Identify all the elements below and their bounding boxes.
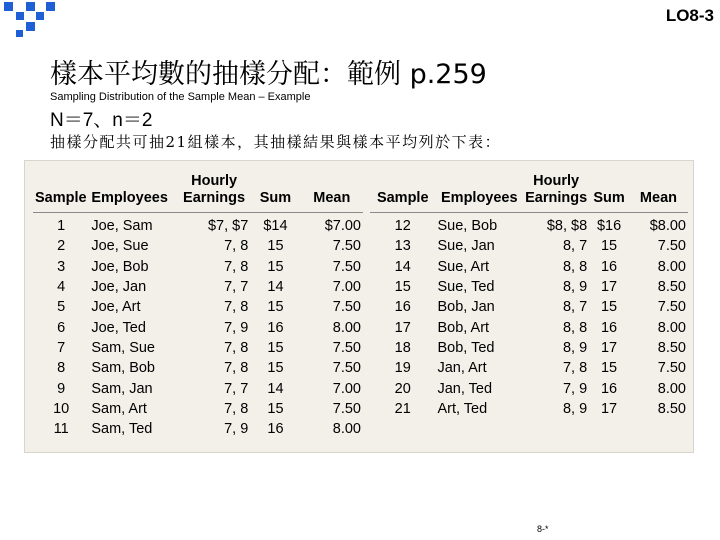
lo-label: LO8-3 bbox=[665, 6, 714, 25]
header-mean: Mean bbox=[629, 173, 688, 213]
mean-cell: $7.00 bbox=[324, 218, 361, 235]
mean-cell: 7.50 bbox=[332, 339, 361, 356]
sum-cell: 15 bbox=[600, 360, 618, 377]
header-hourly-line2: Earnings bbox=[525, 190, 588, 206]
header-hourly-line1: Hourly bbox=[191, 173, 238, 189]
table-row bbox=[33, 236, 363, 256]
hourly-earnings-cell: 7, 8 bbox=[224, 258, 249, 275]
table-row bbox=[370, 257, 688, 277]
table-row bbox=[33, 213, 363, 237]
sum-cell: 15 bbox=[267, 258, 284, 275]
sample-number-cell: 18 bbox=[394, 339, 411, 356]
mean-cell: 8.00 bbox=[657, 258, 686, 275]
mean-cell: 7.50 bbox=[332, 299, 361, 316]
employees-cell: Sam, Art bbox=[91, 400, 147, 417]
sample-number-cell: 8 bbox=[57, 360, 66, 377]
page-number: 8-* bbox=[537, 524, 549, 534]
hourly-earnings-cell: 8, 8 bbox=[562, 258, 588, 275]
header-employees: Employees bbox=[89, 173, 178, 213]
table-row bbox=[370, 213, 688, 237]
sample-number-cell: 1 bbox=[57, 218, 66, 235]
table-row bbox=[370, 378, 688, 398]
sample-table-panel bbox=[24, 160, 694, 453]
mean-cell: 8.00 bbox=[657, 380, 686, 397]
mean-cell: 7.00 bbox=[332, 380, 361, 397]
employees-cell: Joe, Sue bbox=[91, 238, 149, 255]
header-hourly-earnings bbox=[178, 173, 250, 213]
sample-number-cell: 12 bbox=[394, 218, 411, 235]
mean-cell: 8.50 bbox=[657, 339, 686, 356]
table-row bbox=[370, 317, 688, 337]
sample-number-cell: 7 bbox=[57, 339, 66, 356]
employees-cell: Jan, Art bbox=[437, 360, 487, 377]
sample-number-cell: 11 bbox=[53, 421, 69, 438]
sample-number-cell: 14 bbox=[394, 258, 411, 275]
mean-cell: 8.00 bbox=[657, 319, 686, 336]
hourly-earnings-cell: 8, 9 bbox=[562, 339, 588, 356]
table-row bbox=[33, 257, 363, 277]
sample-number-cell: 17 bbox=[394, 319, 411, 336]
hourly-earnings-cell: $8, $8 bbox=[546, 218, 588, 235]
table-row bbox=[33, 277, 363, 297]
table-row bbox=[33, 358, 363, 378]
sample-number-cell: 4 bbox=[57, 279, 66, 296]
hourly-earnings-cell: 7, 8 bbox=[562, 360, 588, 377]
employees-cell: Sue, Ted bbox=[437, 279, 495, 296]
table-row bbox=[370, 277, 688, 297]
sum-cell: 16 bbox=[600, 380, 618, 397]
mean-cell: 7.50 bbox=[657, 299, 686, 316]
hourly-earnings-cell: 8, 8 bbox=[562, 319, 588, 336]
table-header-row bbox=[370, 173, 688, 213]
table-row bbox=[33, 378, 363, 398]
mean-cell: 7.50 bbox=[332, 400, 361, 417]
sample-table-right bbox=[370, 173, 688, 419]
mean-cell: 7.00 bbox=[332, 279, 361, 296]
sum-cell: 16 bbox=[267, 319, 284, 336]
employees-cell: Joe, Sam bbox=[91, 218, 153, 235]
sample-number-cell: 21 bbox=[394, 400, 411, 417]
table-row bbox=[33, 338, 363, 358]
table-row bbox=[370, 236, 688, 256]
employees-cell: Jan, Ted bbox=[437, 380, 493, 397]
table-row bbox=[370, 358, 688, 378]
hourly-earnings-cell: 7, 8 bbox=[224, 339, 249, 356]
sum-cell: $16 bbox=[596, 218, 622, 235]
hourly-earnings-cell: 7, 9 bbox=[224, 319, 249, 336]
sample-number-cell: 16 bbox=[394, 299, 411, 316]
population-sample-size: N＝7、n＝2 bbox=[50, 110, 153, 131]
sum-cell: 16 bbox=[600, 319, 618, 336]
header-hourly-earnings bbox=[523, 173, 589, 213]
hourly-earnings-cell: 8, 9 bbox=[562, 400, 588, 417]
sample-number-cell: 20 bbox=[394, 380, 411, 397]
table-body-left bbox=[33, 213, 363, 440]
header-sum: Sum bbox=[250, 173, 300, 213]
sum-cell: 17 bbox=[600, 279, 618, 296]
employees-cell: Sam, Jan bbox=[91, 380, 153, 397]
employees-cell: Sue, Jan bbox=[437, 238, 495, 255]
mean-cell: 8.50 bbox=[657, 279, 686, 296]
mean-cell: 8.00 bbox=[332, 421, 361, 438]
hourly-earnings-cell: 7, 8 bbox=[224, 238, 249, 255]
sum-cell: 15 bbox=[267, 400, 284, 417]
mean-cell: 7.50 bbox=[332, 360, 361, 377]
sample-table-left bbox=[33, 173, 363, 439]
employees-cell: Joe, Art bbox=[91, 299, 141, 316]
mean-cell: 7.50 bbox=[657, 360, 686, 377]
sample-number-cell: 6 bbox=[57, 319, 66, 336]
sum-cell: 14 bbox=[267, 279, 284, 296]
hourly-earnings-cell: 7, 7 bbox=[224, 380, 249, 397]
sample-number-cell: 15 bbox=[394, 279, 411, 296]
employees-cell: Joe, Jan bbox=[91, 279, 147, 296]
page-title: 樣本平均數的抽樣分配：範例 p.259 bbox=[50, 59, 487, 90]
description-text: 抽樣分配共可抽21組樣本，其抽樣結果與樣本平均列於下表： bbox=[50, 133, 502, 151]
sum-cell: 15 bbox=[267, 238, 284, 255]
sample-number-cell: 5 bbox=[57, 299, 66, 316]
sample-number-cell: 9 bbox=[57, 380, 66, 397]
sum-cell: 17 bbox=[600, 339, 618, 356]
employees-cell: Sam, Sue bbox=[91, 339, 155, 356]
sum-cell: 16 bbox=[600, 258, 618, 275]
employees-cell: Sue, Art bbox=[437, 258, 490, 275]
sample-number-cell: 19 bbox=[394, 360, 411, 377]
sample-number-cell: 13 bbox=[394, 238, 411, 255]
hourly-earnings-cell: 8, 7 bbox=[562, 238, 588, 255]
header-hourly-line1: Hourly bbox=[533, 173, 580, 189]
sample-number-cell: 2 bbox=[57, 238, 66, 255]
sum-cell: 17 bbox=[600, 400, 618, 417]
employees-cell: Joe, Ted bbox=[91, 319, 146, 336]
employees-cell: Art, Ted bbox=[437, 400, 488, 417]
sample-number-cell: 10 bbox=[53, 400, 70, 417]
mean-cell: 8.00 bbox=[332, 319, 361, 336]
mean-cell: $8.00 bbox=[649, 218, 686, 235]
table-header-row bbox=[33, 173, 363, 213]
sum-cell: 15 bbox=[600, 299, 618, 316]
table-row bbox=[370, 338, 688, 358]
mean-cell: 7.50 bbox=[332, 238, 361, 255]
header-sample: Sample bbox=[370, 173, 435, 213]
header-hourly-line2: Earnings bbox=[183, 190, 246, 206]
hourly-earnings-cell: 7, 9 bbox=[224, 421, 249, 438]
employees-cell: Bob, Jan bbox=[437, 299, 495, 316]
sum-cell: 15 bbox=[267, 299, 284, 316]
employees-cell: Sam, Bob bbox=[91, 360, 155, 377]
employees-cell: Sue, Bob bbox=[437, 218, 498, 235]
sum-cell: 15 bbox=[600, 238, 618, 255]
table-row bbox=[33, 399, 363, 419]
header-sum: Sum bbox=[589, 173, 629, 213]
employees-cell: Joe, Bob bbox=[91, 258, 149, 275]
table-row bbox=[370, 297, 688, 317]
logo-squares-icon bbox=[0, 0, 60, 40]
table-row bbox=[33, 317, 363, 337]
mean-cell: 7.50 bbox=[657, 238, 686, 255]
sum-cell: 15 bbox=[267, 339, 284, 356]
page-subtitle: Sampling Distribution of the Sample Mean – Example bbox=[50, 91, 311, 103]
hourly-earnings-cell: 7, 8 bbox=[224, 299, 249, 316]
hourly-earnings-cell: 7, 9 bbox=[562, 380, 588, 397]
hourly-earnings-cell: 7, 8 bbox=[224, 400, 249, 417]
sum-cell: $14 bbox=[263, 218, 288, 235]
sum-cell: 15 bbox=[267, 360, 284, 377]
employees-cell: Sam, Ted bbox=[91, 421, 153, 438]
mean-cell: 7.50 bbox=[332, 258, 361, 275]
table-body-right bbox=[370, 213, 688, 419]
hourly-earnings-cell: 7, 7 bbox=[224, 279, 249, 296]
header-employees: Employees bbox=[435, 173, 523, 213]
header-mean: Mean bbox=[301, 173, 363, 213]
sum-cell: 14 bbox=[267, 380, 284, 397]
employees-cell: Bob, Art bbox=[437, 319, 490, 336]
mean-cell: 8.50 bbox=[657, 400, 686, 417]
employees-cell: Bob, Ted bbox=[437, 339, 495, 356]
hourly-earnings-cell: 7, 8 bbox=[224, 360, 249, 377]
header-sample: Sample bbox=[33, 173, 89, 213]
sample-number-cell: 3 bbox=[57, 258, 66, 275]
sum-cell: 16 bbox=[267, 421, 284, 438]
hourly-earnings-cell: 8, 9 bbox=[562, 279, 588, 296]
hourly-earnings-cell: 8, 7 bbox=[562, 299, 588, 316]
table-row bbox=[33, 419, 363, 439]
hourly-earnings-cell: $7, $7 bbox=[207, 218, 249, 235]
table-row bbox=[33, 297, 363, 317]
table-row bbox=[370, 399, 688, 419]
